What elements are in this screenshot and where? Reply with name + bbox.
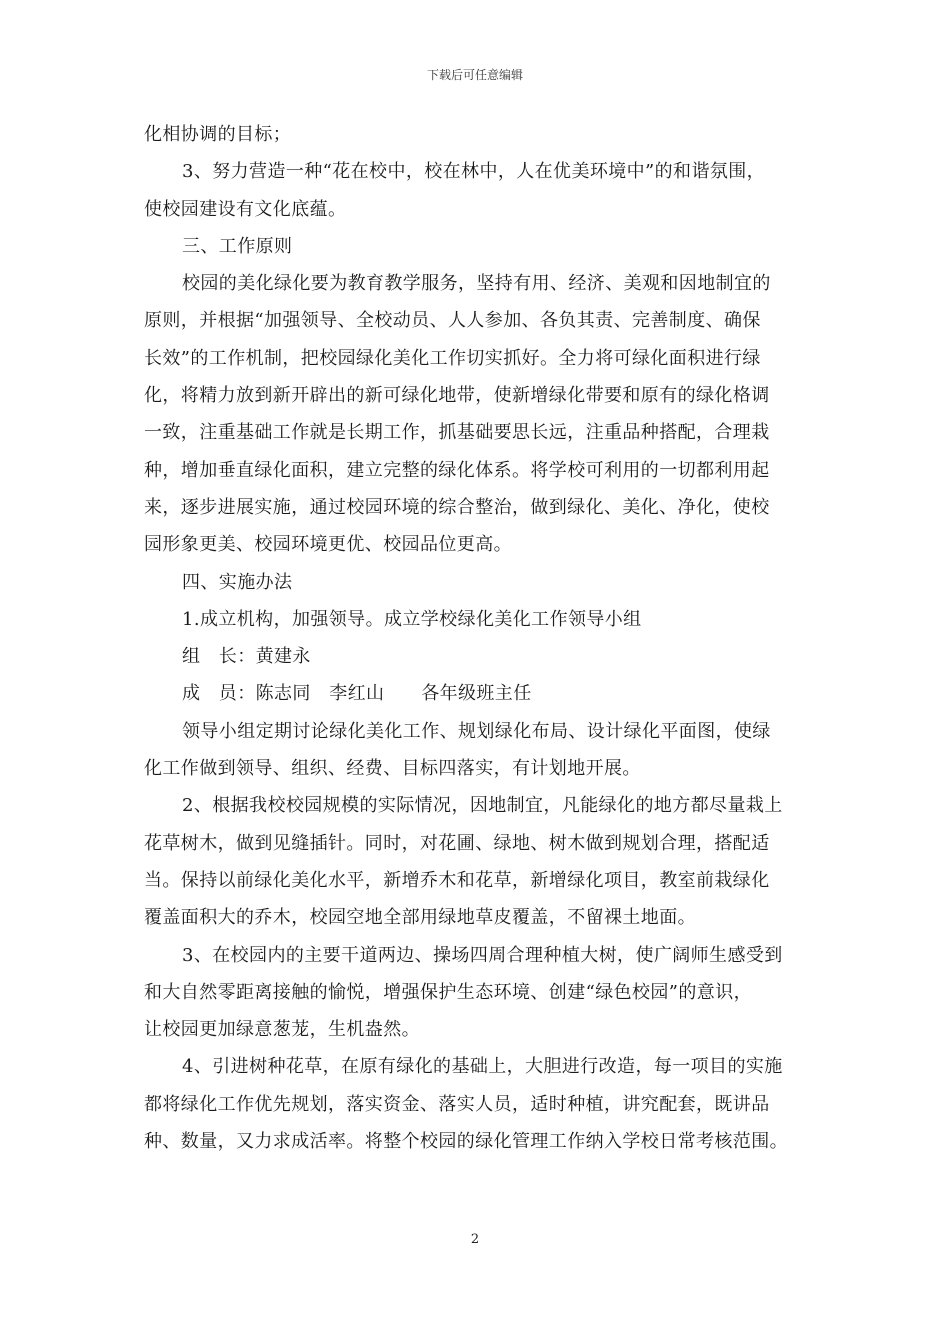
text-line: 长效”的工作机制，把校园绿化美化工作切实抓好。全力将可绿化面积进行绿	[144, 347, 761, 369]
text-line: 1.成立机构，加强领导。成立学校绿化美化工作领导小组	[182, 608, 642, 630]
text-line: 都将绿化工作优先规划，落实资金、落实人员，适时种植，讲究配套，既讲品	[144, 1093, 770, 1115]
text-line: 2、根据我校校园规模的实际情况，因地制宜，凡能绿化的地方都尽量栽上	[182, 795, 783, 817]
text-line: 原则，并根据“加强领导、全校动员、人人参加、各负其责、完善制度、确保	[144, 310, 761, 332]
text-line: 成 员：陈志同 李红山 各年级班主任	[182, 683, 532, 705]
text-line: 让校园更加绿意葱茏，生机盎然。	[144, 1019, 420, 1041]
text-line: 校园的美化绿化要为教育教学服务，坚持有用、经济、美观和因地制宜的	[182, 273, 771, 295]
text-line: 花草树木，做到见缝插针。同时，对花圃、绿地、树木做到规划合理，搭配适	[144, 832, 770, 854]
text-line: 种、数量，又力求成活率。将整个校园的绿化管理工作纳入学校日常考核范围。	[144, 1131, 788, 1153]
text-line: 覆盖面积大的乔木，校园空地全部用绿地草皮覆盖，不留裸土地面。	[144, 907, 696, 929]
text-line: 和大自然零距离接触的愉悦，增强保护生态环境、创建“绿色校园”的意识，	[144, 981, 753, 1003]
text-line: 4、引进树种花草，在原有绿化的基础上，大胆进行改造，每一项目的实施	[182, 1056, 783, 1078]
page-number: 2	[470, 1232, 480, 1247]
text-line: 种，增加垂直绿化面积，建立完整的绿化体系。将学校可利用的一切都利用起	[144, 459, 770, 481]
text-line: 一致，注重基础工作就是长期工作，抓基础要思长远，注重品种搭配，合理栽	[144, 422, 770, 444]
document-body	[144, 116, 814, 1160]
text-line: 3、在校园内的主要干道两边、操场四周合理种植大树，使广阔师生感受到	[182, 944, 783, 966]
text-line: 园形象更美、校园环境更优、校园品位更高。	[144, 534, 512, 556]
section-heading: 四、实施办法	[182, 571, 293, 593]
text-line: 组 长：黄建永	[182, 646, 311, 668]
text-line: 化工作做到领导、组织、经费、目标四落实，有计划地开展。	[144, 758, 641, 780]
text-line: 领导小组定期讨论绿化美化工作、规划绿化布局、设计绿化平面图，使绿	[182, 720, 771, 742]
text-line: 当。保持以前绿化美化水平，新增乔木和花草，新增绿化项目，教室前栽绿化	[144, 869, 770, 891]
section-heading: 三、工作原则	[182, 235, 293, 257]
page-header: 下载后可任意编辑	[426, 68, 523, 82]
text-line: 使校园建设有文化底蕴。	[144, 198, 347, 220]
text-line: 来，逐步进展实施，通过校园环境的综合整治，做到绿化、美化、净化，使校	[144, 496, 770, 518]
text-line: 3、努力营造一种“花在校中，校在林中，人在优美环境中”的和谐氛围，	[182, 161, 766, 183]
text-line: 化，将精力放到新开辟出的新可绿化地带，使新增绿化带要和原有的绿化格调	[144, 385, 770, 407]
text-line: 化相协调的目标；	[144, 124, 292, 145]
